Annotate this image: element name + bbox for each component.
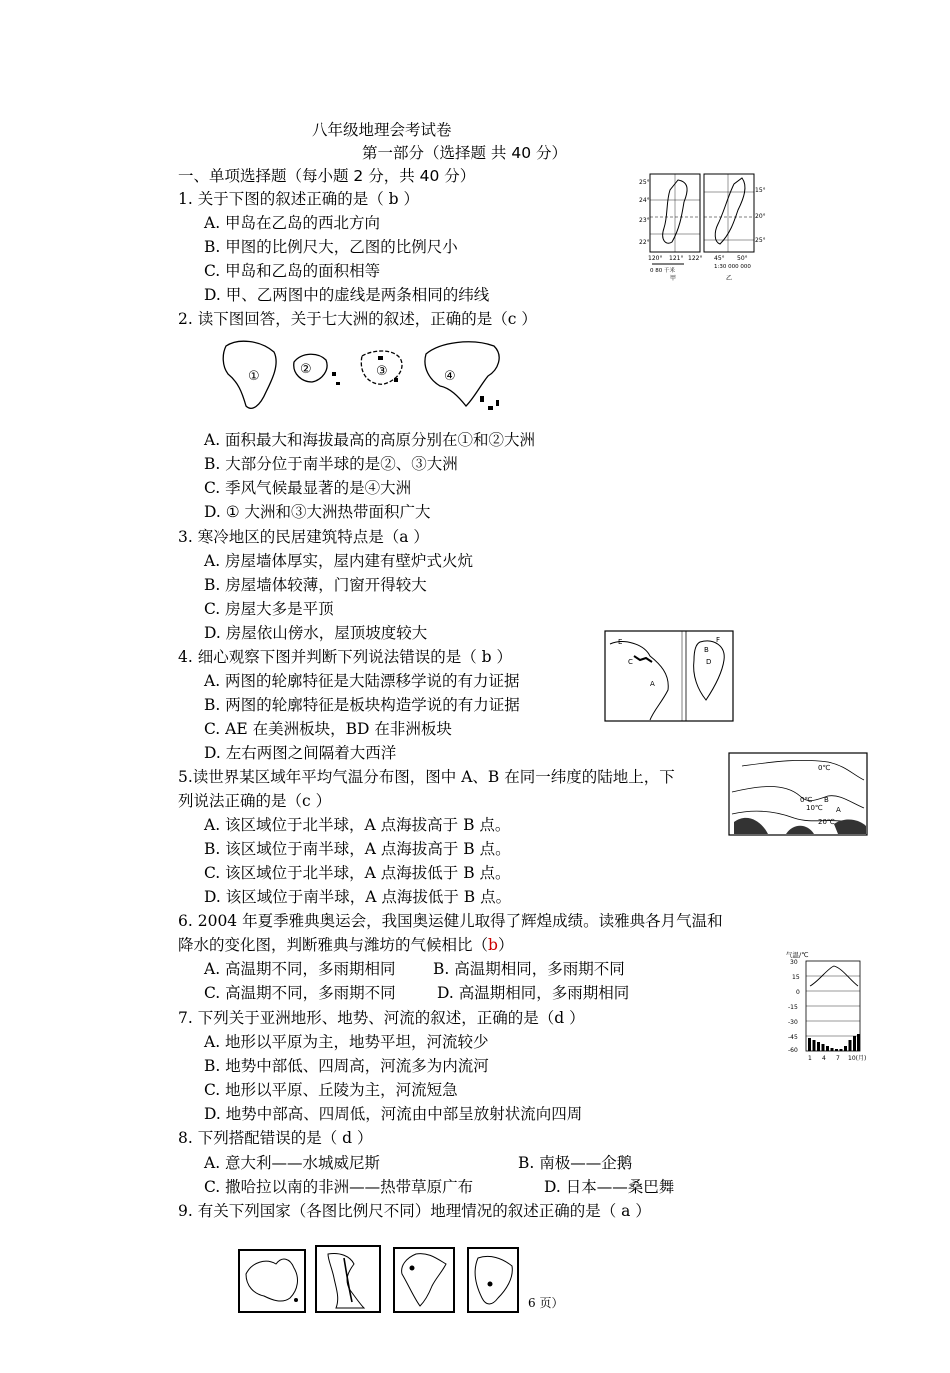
plate-label: B <box>704 646 709 654</box>
section-heading: 一、单项选择题（每小题 2 分，共 40 分） <box>178 167 476 185</box>
q1-island-maps-figure <box>638 172 770 282</box>
jia-lon-label: 121° <box>669 255 684 262</box>
q3-option-d: D. 房屋依山傍水，屋顶坡度较大 <box>204 624 428 642</box>
q8-stem: 8. 下列搭配错误的是（ d ） <box>178 1129 373 1147</box>
climate-y-tick: -30 <box>788 1019 798 1026</box>
q5-isotherm-map-figure <box>728 752 868 836</box>
climate-x-tick: 7 <box>836 1055 840 1062</box>
yi-lat-label: 20° <box>755 213 766 220</box>
q6-answer: b <box>488 936 498 954</box>
q2-continents-figure <box>218 336 508 420</box>
climate-y-tick: 30 <box>790 959 798 966</box>
isotherm-label: 0℃ <box>800 796 813 804</box>
exam-title: 八年级地理会考试卷 <box>312 121 452 139</box>
jia-lat-label: 23° <box>639 217 650 224</box>
climate-x-tick: 1 <box>808 1055 812 1062</box>
q6-stem-line2: 降水的变化图，判断雅典与潍坊的气候相比（b） <box>178 936 514 954</box>
q8-option-a: A. 意大利——水城威尼斯 <box>204 1154 381 1172</box>
q2-option-d: D. ① 大洲和③大洲热带面积广大 <box>204 503 431 521</box>
isotherm-label: 10℃ <box>806 804 823 812</box>
jia-lat-label: 22° <box>639 239 650 246</box>
plate-label: F <box>716 636 721 644</box>
q7-option-a: A. 地形以平原为主，地势平坦，河流较少 <box>204 1033 489 1051</box>
jia-lon-label: 122° <box>688 255 703 262</box>
q2-option-b: B. 大部分位于南半球的是②、③大洲 <box>204 455 458 473</box>
q7-stem: 7. 下列关于亚洲地形、地势、河流的叙述，正确的是（d ） <box>178 1009 585 1027</box>
yi-scale-label: 1:30 000 000 <box>714 264 751 270</box>
q4-stem: 4. 细心观察下图并判断下列说法错误的是（ b ） <box>178 648 512 666</box>
q5-option-c: C. 该区域位于北半球，A 点海拔低于 B 点。 <box>204 864 511 882</box>
yi-lat-label: 25° <box>755 237 766 244</box>
africa-coastline <box>694 641 725 700</box>
climate-y-tick: -15 <box>788 1004 798 1011</box>
america-coastline <box>610 642 668 720</box>
yi-lon-label: 50° <box>737 255 748 262</box>
q5-stem-line2: 列说法正确的是（c ） <box>178 792 332 810</box>
jia-lat-label: 24° <box>639 197 650 204</box>
jia-lat-label: 25° <box>639 179 650 186</box>
isotherm-label: 20℃ <box>818 818 835 826</box>
plate-label: E <box>618 638 623 646</box>
q7-option-d: D. 地势中部高、四周低，河流由中部呈放射状流向四周 <box>204 1105 583 1123</box>
q6-option-a: A. 高温期不同，多雨期相同 <box>204 960 396 978</box>
continent-label: ③ <box>376 364 388 379</box>
yi-label: 乙 <box>726 275 733 282</box>
q4-option-a: A. 两图的轮廓特征是大陆漂移学说的有力证据 <box>204 672 520 690</box>
yi-island-outline <box>715 178 745 244</box>
continent-label: ④ <box>444 369 456 384</box>
q1-option-a: A. 甲岛在乙岛的西北方向 <box>204 214 381 232</box>
continent-label: ② <box>300 362 312 377</box>
q6-option-c: C. 高温期不同，多雨期不同 <box>204 984 396 1002</box>
q9-country-maps-figure <box>236 1244 520 1316</box>
q1-stem: 1. 关于下图的叙述正确的是（ b ） <box>178 190 419 208</box>
point-label: B <box>824 796 829 804</box>
isotherm-label: 0℃ <box>818 764 831 772</box>
q5-option-a: A. 该区域位于北半球，A 点海拔高于 B 点。 <box>204 816 511 834</box>
q9-stem: 9. 有关下列国家（各图比例尺不同）地理情况的叙述正确的是（ a ） <box>178 1202 651 1220</box>
q4-option-b: B. 两图的轮廓特征是板块构造学说的有力证据 <box>204 696 520 714</box>
plate-label: D <box>706 658 712 666</box>
climate-y-tick: 15 <box>792 974 800 981</box>
q8-option-c: C. 撒哈拉以南的非洲——热带草原广布 <box>204 1178 474 1196</box>
plate-label: C <box>628 658 633 666</box>
jia-lon-label: 120° <box>648 255 663 262</box>
q6-option-d: D. 高温期相同，多雨期相同 <box>437 984 630 1002</box>
climate-chart-ylabel: 气温/℃ <box>786 951 809 959</box>
q5-option-d: D. 该区域位于南半球，A 点海拔低于 B 点。 <box>204 888 512 906</box>
q5-option-b: B. 该区域位于南半球，A 点海拔高于 B 点。 <box>204 840 511 858</box>
q1-option-c: C. 甲岛和乙岛的面积相等 <box>204 262 381 280</box>
precipitation-bars <box>808 1034 860 1051</box>
isotherm-line <box>742 760 864 780</box>
q2-option-a: A. 面积最大和海拔最高的高原分别在①和②大洲 <box>204 431 536 449</box>
q3-option-c: C. 房屋大多是平顶 <box>204 600 334 618</box>
yi-map-frame <box>704 174 754 252</box>
continent-label: ① <box>248 369 260 384</box>
india-outline <box>402 1254 446 1306</box>
q4-continental-drift-figure <box>604 630 734 722</box>
q7-option-b: B. 地势中部低、四周高，河流多为内流河 <box>204 1057 489 1075</box>
jia-label: 甲 <box>670 275 677 282</box>
part-heading: 第一部分（选择题 共 40 分） <box>362 144 568 162</box>
q1-option-b: B. 甲图的比例尺大，乙图的比例尺小 <box>204 238 458 256</box>
page-number: 6 页） <box>528 1296 564 1310</box>
egypt-outline <box>328 1253 364 1308</box>
nile-river <box>344 1258 352 1302</box>
q4-option-c: C. AE 在美洲板块，BD 在非洲板块 <box>204 720 452 738</box>
q6-stem-line1: 6. 2004 年夏季雅典奥运会，我国奥运健儿取得了辉煌成绩。读雅典各月气温和 <box>178 912 723 930</box>
plate-label: A <box>650 680 655 688</box>
climate-x-tick: 10(月) <box>848 1055 867 1062</box>
q4-option-d: D. 左右两图之间隔着大西洋 <box>204 744 397 762</box>
jia-scale-label: 0 80 千米 <box>650 268 675 274</box>
climate-y-tick: -45 <box>788 1034 798 1041</box>
q8-option-b: B. 南极——企鹅 <box>518 1154 633 1172</box>
australia-outline <box>246 1259 297 1301</box>
q5-stem-line1: 5.读世界某区域年平均气温分布图，图中 A、B 在同一纬度的陆地上，下 <box>178 768 675 786</box>
q2-stem: 2. 读下图回答，关于七大洲的叙述，正确的是（c ） <box>178 310 537 328</box>
yi-lat-label: 15° <box>755 187 766 194</box>
q6-climate-chart-figure <box>784 946 876 1068</box>
isotherm-line <box>732 787 864 809</box>
q3-stem: 3. 寒冷地区的民居建筑特点是（a ） <box>178 528 429 546</box>
land-shading <box>734 818 768 834</box>
climate-x-tick: 4 <box>822 1055 826 1062</box>
q1-option-d: D. 甲、乙两图中的虚线是两条相同的纬线 <box>204 286 490 304</box>
q7-option-c: C. 地形以平原、丘陵为主，河流短急 <box>204 1081 458 1099</box>
q3-option-b: B. 房屋墙体较薄，门窗开得较大 <box>204 576 427 594</box>
q8-option-d: D. 日本——桑巴舞 <box>544 1178 675 1196</box>
brazil-outline <box>475 1256 512 1304</box>
climate-y-tick: -60 <box>788 1047 798 1054</box>
point-label: A <box>836 806 841 814</box>
continent-asia-outline <box>425 342 499 406</box>
q3-option-a: A. 房屋墙体厚实，屋内建有壁炉式火炕 <box>204 552 474 570</box>
q2-option-c: C. 季风气候最显著的是④大洲 <box>204 479 412 497</box>
climate-y-tick: 0 <box>796 989 800 996</box>
yi-lon-label: 45° <box>714 255 725 262</box>
q6-option-b: B. 高温期相同，多雨期不同 <box>433 960 625 978</box>
